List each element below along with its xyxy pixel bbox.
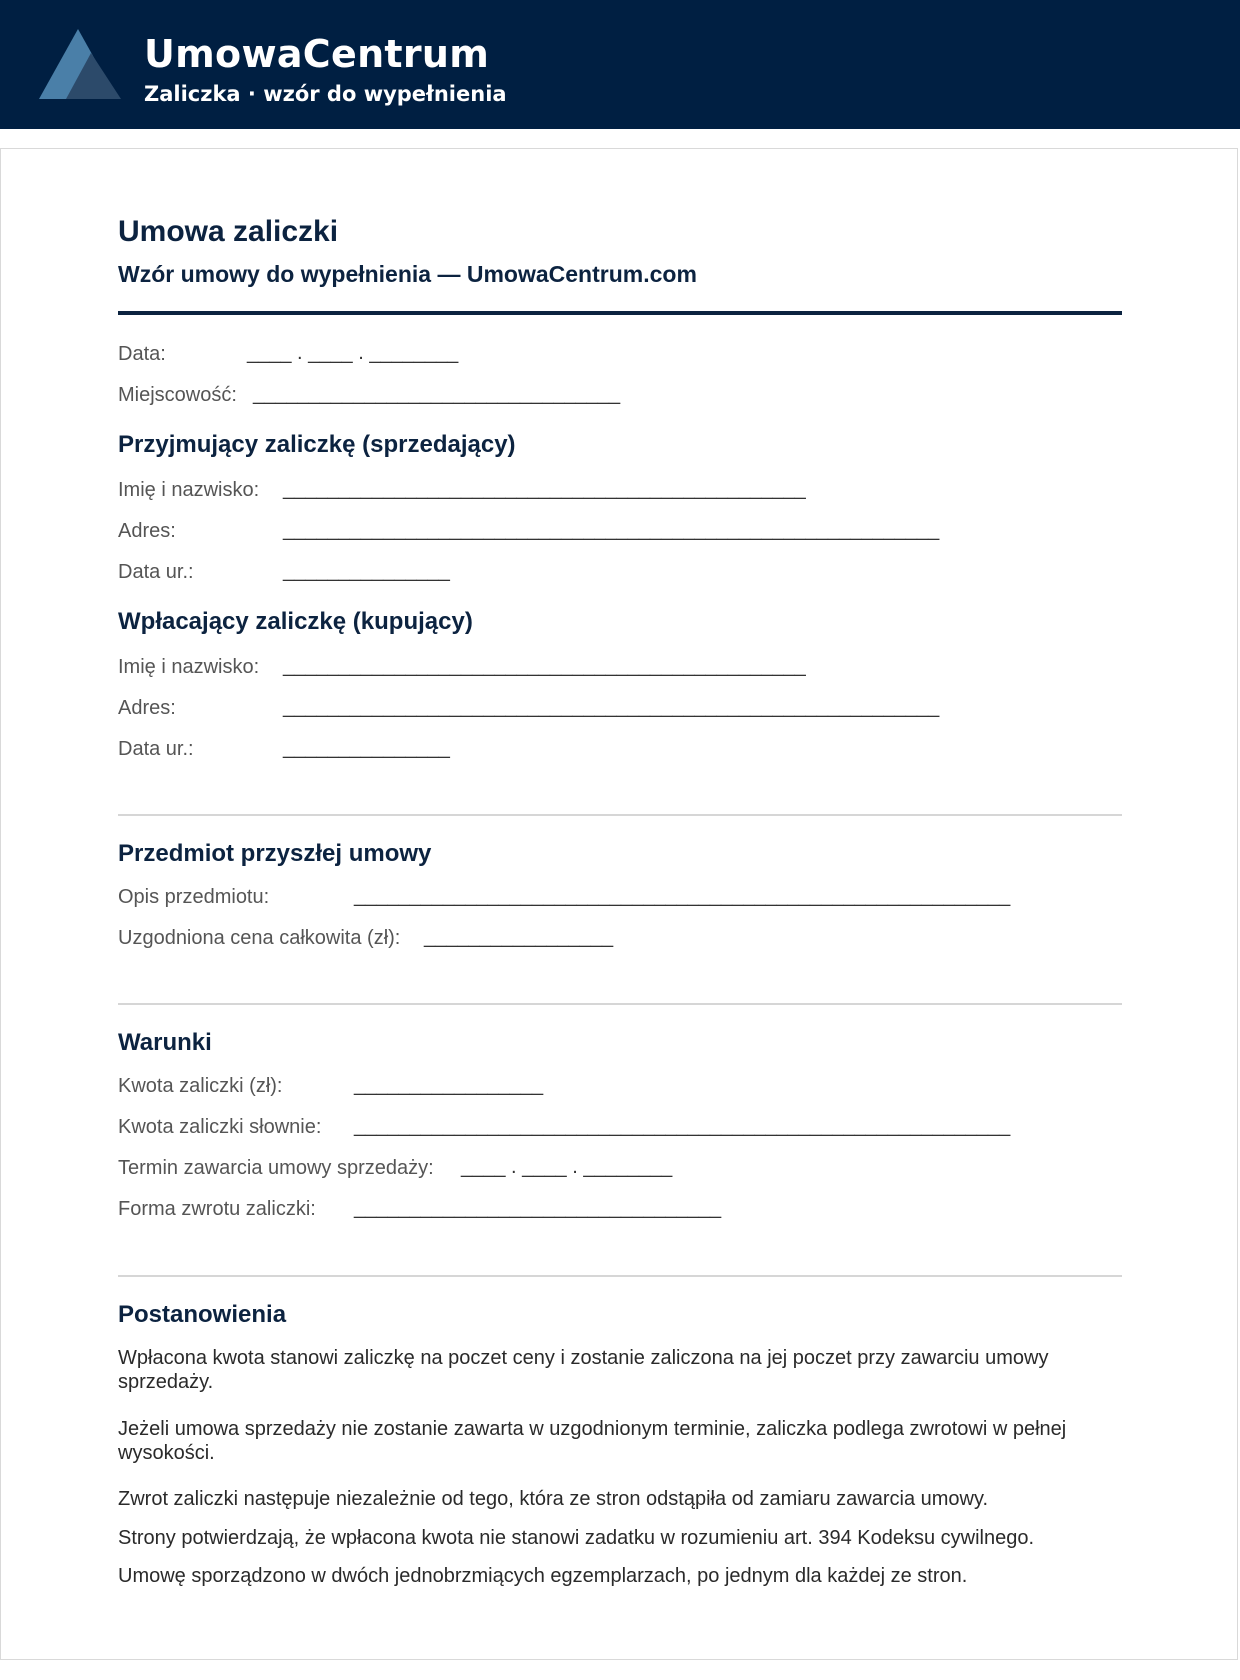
date-field[interactable]: ____ . ____ . ________ [247, 342, 459, 364]
section-divider [118, 1003, 1122, 1005]
seller-name-label: Imię i nazwisko: [118, 479, 260, 501]
title-divider [118, 311, 1122, 315]
brand-name: UmowaCentrum [144, 32, 490, 76]
provision-item: Strony potwierdzają, że wpłacona kwota nie stanowi zadatku w rozumieniu art. 394 Kodeksu cywilnego. [118, 1527, 1035, 1549]
buyer-birth-field[interactable]: _______________ [283, 737, 450, 759]
subject-description-field[interactable]: ___________________________________________________________ [354, 885, 1011, 907]
deadline-field[interactable]: ____ . ____ . ________ [461, 1156, 673, 1178]
price-label: Uzgodniona cena całkowita (zł): [118, 927, 401, 949]
seller-address-label: Adres: [118, 520, 176, 542]
buyer-address-label: Adres: [118, 697, 176, 719]
date-label: Data: [118, 343, 166, 365]
logo-triangle-icon [39, 29, 121, 99]
seller-heading: Przyjmujący zaliczkę (sprzedający) [118, 431, 516, 458]
refund-form-field[interactable]: _________________________________ [354, 1197, 722, 1219]
document-subtitle: Wzór umowy do wypełnienia — UmowaCentrum.com [118, 261, 697, 287]
subject-description-label: Opis przedmiotu: [118, 886, 270, 908]
section-divider [118, 1275, 1122, 1277]
price-field[interactable]: _________________ [424, 926, 614, 948]
provision-item: Jeżeli umowa sprzedaży nie zostanie zawarta w uzgodnionym terminie, zaliczka podlega zwrotowi w pełnej wysokości. [118, 1418, 1067, 1464]
buyer-heading: Wpłacający zaliczkę (kupujący) [118, 608, 473, 635]
buyer-address-field[interactable]: ___________________________________________________________ [283, 696, 940, 718]
seller-address-field[interactable]: ___________________________________________________________ [283, 519, 940, 541]
buyer-name-field[interactable]: _______________________________________________ [283, 655, 806, 677]
seller-birth-field[interactable]: _______________ [283, 560, 450, 582]
seller-birth-label: Data ur.: [118, 561, 194, 583]
provisions-heading: Postanowienia [118, 1301, 287, 1328]
subject-heading: Przedmiot przyszłej umowy [118, 840, 432, 867]
buyer-name-label: Imię i nazwisko: [118, 656, 260, 678]
advance-words-field[interactable]: ___________________________________________________________ [354, 1115, 1011, 1137]
terms-heading: Warunki [118, 1029, 212, 1056]
deadline-label: Termin zawarcia umowy sprzedaży: [118, 1157, 434, 1179]
refund-form-label: Forma zwrotu zaliczki: [118, 1198, 316, 1220]
place-label: Miejscowość: [118, 384, 237, 406]
provision-item: Umowę sporządzono w dwóch jednobrzmiących egzemplarzach, po jednym dla każdej ze stron. [118, 1565, 968, 1587]
section-divider [118, 814, 1122, 816]
site-header [0, 0, 1240, 129]
brand-subtitle: Zaliczka · wzór do wypełnienia [144, 82, 507, 106]
advance-amount-field[interactable]: _________________ [354, 1074, 544, 1096]
provision-item: Zwrot zaliczki następuje niezależnie od tego, która ze stron odstąpiła od zamiaru zawarcia umowy. [118, 1488, 989, 1510]
advance-words-label: Kwota zaliczki słownie: [118, 1116, 322, 1138]
place-field[interactable]: _________________________________ [253, 383, 621, 405]
buyer-birth-label: Data ur.: [118, 738, 194, 760]
document-title: Umowa zaliczki [118, 215, 339, 248]
advance-amount-label: Kwota zaliczki (zł): [118, 1075, 283, 1097]
seller-name-field[interactable]: _______________________________________________ [283, 478, 806, 500]
provision-item: Wpłacona kwota stanowi zaliczkę na poczet ceny i zostanie zaliczona na jej poczet przy zawarciu umowy sprzedaży. [118, 1347, 1049, 1393]
